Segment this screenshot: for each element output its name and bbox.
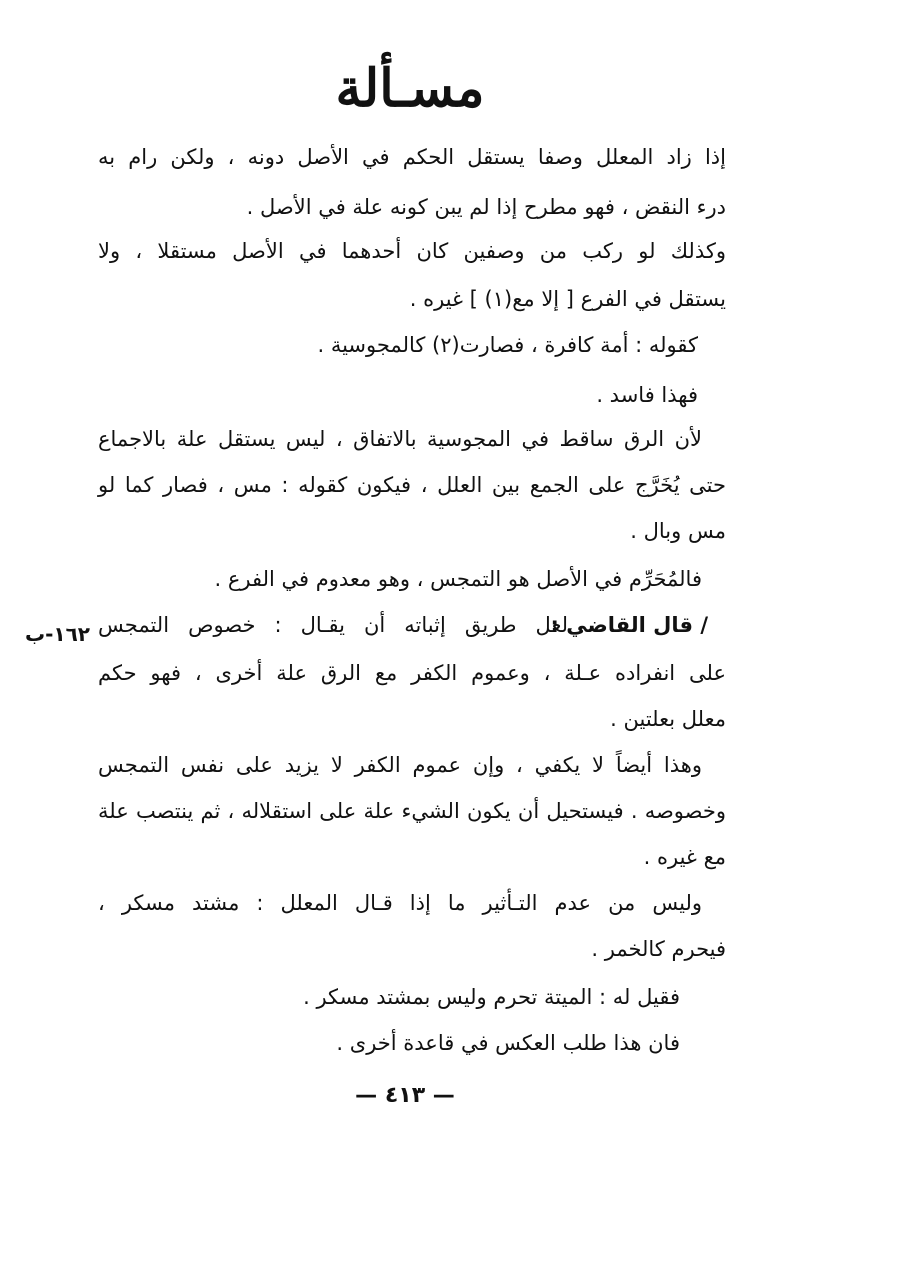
text-line: حتى يُخَرَّج على الجمع بين العلل ، فيكون كقوله : مس ، فصار كما لو xyxy=(98,473,726,497)
text-line: فقيل له : الميتة تحرم وليس بمشتد مسكر . xyxy=(303,985,680,1009)
text-line: كقوله : أمة كافرة ، فصارت(٢) كالمجوسية . xyxy=(317,333,698,357)
text-line: فهذا فاسد . xyxy=(596,383,698,407)
text-line: على انفراده عـلة ، وعموم الكفر مع الرق علة أخرى ، فهو حكم xyxy=(98,661,726,685)
text-line: وهذا أيضاً لا يكفي ، وإن عموم الكفر لا يزيد على نفس التمجس xyxy=(98,753,702,777)
qadi-label-text: / قال القاضي : xyxy=(550,613,708,637)
text-line: وخصوصه . فيستحيل أن يكون الشيء علة على استقلاله ، ثم ينتصب علة xyxy=(98,799,726,823)
text-line: مع غيره . xyxy=(643,845,726,869)
text-line: فيحرم كالخمر . xyxy=(591,937,726,961)
text-line: معلل بعلتين . xyxy=(610,707,726,731)
page-number: — ٤١٣ — xyxy=(355,1083,455,1108)
text-line: يستقل في الفرع [ إلا مع(١) ] غيره . xyxy=(409,287,726,311)
text-line: فالمُحَرِّم في الأصل هو التمجس ، وهو معدوم في الفرع . xyxy=(214,567,702,591)
text-line: مس وبال . xyxy=(630,519,726,543)
text-line: درء النقض ، فهو مطرح إذا لم يبن كونه علة في الأصل . xyxy=(246,195,726,219)
margin-folio-note: ١٦٢-ب xyxy=(24,622,90,646)
page-title: مسـألة xyxy=(335,58,485,119)
text-line: وليس من عدم التـأثير ما إذا قـال المعلل : مشتد مسكر ، xyxy=(98,891,702,915)
text-line: وكذلك لو ركب من وصفين كان أحدهما في الأصل مستقلا ، ولا xyxy=(98,239,726,263)
text-line: لأن الرق ساقط في المجوسية بالاتفاق ، ليس يستقل علة بالاجماع xyxy=(98,427,702,451)
text-line: لعل طريق إثباته أن يقـال : خصوص التمجس xyxy=(98,613,568,637)
text-line: فان هذا طلب العكس في قاعدة أخرى . xyxy=(336,1031,680,1055)
text-line: إذا زاد المعلل وصفا يستقل الحكم في الأصل دونه ، ولكن رام به xyxy=(98,145,726,169)
qadi-label xyxy=(550,610,708,640)
